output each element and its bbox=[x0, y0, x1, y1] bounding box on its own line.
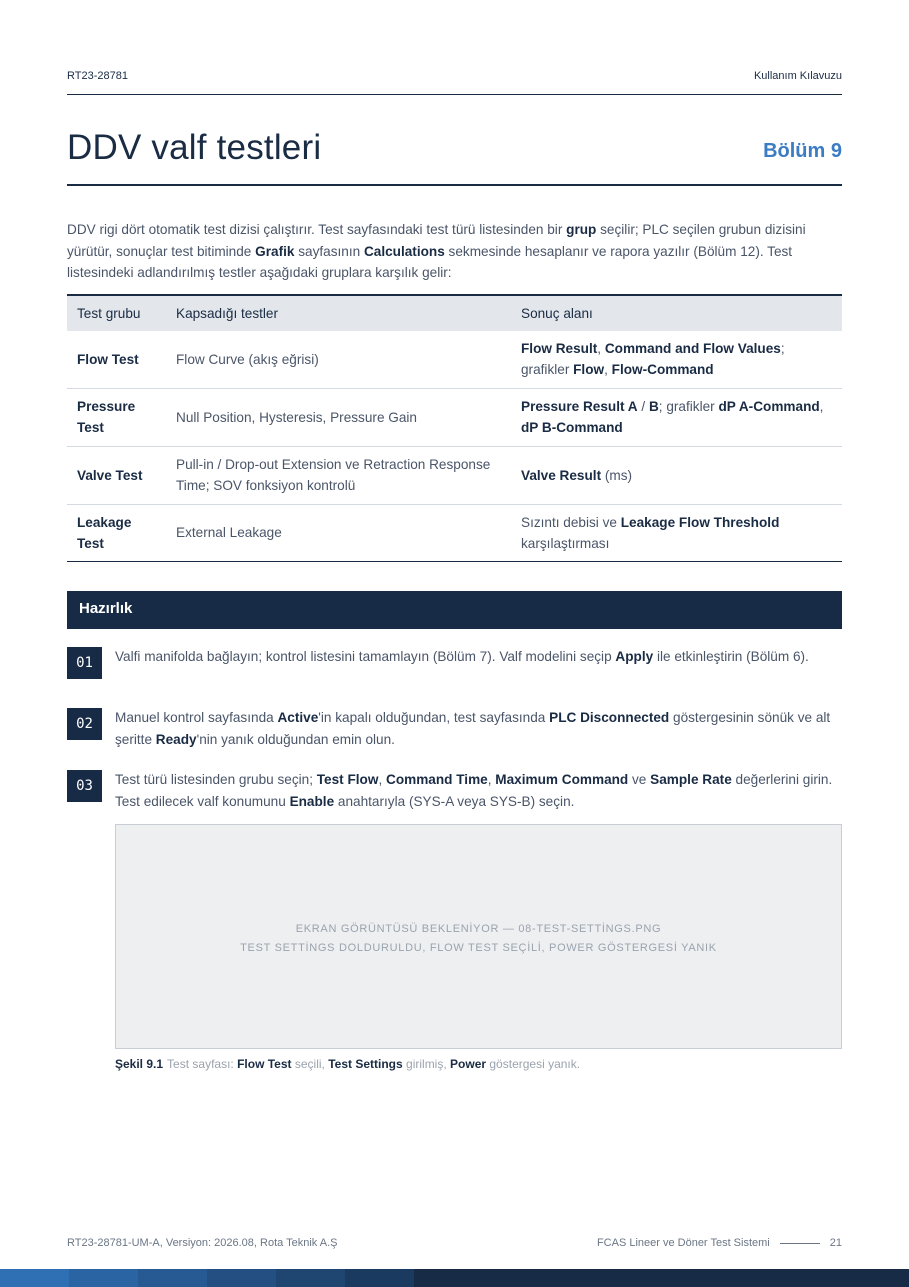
column-header-result: Sonuç alanı bbox=[521, 306, 593, 321]
footer-product: FCAS Lineer ve Döner Test Sistemi bbox=[596, 1237, 770, 1249]
stripe-segment bbox=[0, 1269, 69, 1287]
figure-caption: Şekil 9.1 Test sayfası: Flow Test seçili, Test Settings girilmiş, Power göstergesi yanık. bbox=[115, 1057, 581, 1071]
doc-code: RT23-28781 bbox=[67, 70, 128, 82]
result-cell: Sızıntı debisi ve Leakage Flow Threshold karşılaştırması bbox=[511, 504, 842, 561]
column-header-group: Test grubu bbox=[77, 306, 141, 321]
screenshot-placeholder bbox=[115, 824, 842, 1049]
covers-cell: Flow Curve (akış eğrisi) bbox=[166, 331, 511, 388]
step-number: 03 bbox=[67, 770, 102, 802]
covers-cell: Pull-in / Drop-out Extension ve Retraction Response Time; SOV fonksiyon kontrolü bbox=[166, 446, 511, 504]
stripe-segment bbox=[414, 1269, 909, 1287]
table-row bbox=[67, 331, 842, 388]
footer-doc-info: RT23-28781-UM-A, Versiyon: 2026.08, Rota Teknik A.Ş bbox=[67, 1237, 338, 1249]
covers-cell: External Leakage bbox=[166, 504, 511, 561]
table-row bbox=[67, 388, 842, 446]
running-header bbox=[67, 70, 842, 95]
group-cell: Flow Test bbox=[67, 331, 166, 388]
stripe-segment bbox=[345, 1269, 414, 1287]
result-cell: Valve Result (ms) bbox=[511, 446, 842, 504]
group-cell: Leakage Test bbox=[67, 504, 166, 561]
footer-divider bbox=[780, 1243, 820, 1244]
group-cell: Pressure Test bbox=[67, 388, 166, 446]
table-row bbox=[67, 446, 842, 504]
step-text: Manuel kontrol sayfasında Active'in kapalı olduğundan, test sayfasında PLC Disconnected göstergesinin sönük ve alt şeritte Ready'nin yanık olduğundan emin olun. bbox=[115, 710, 831, 747]
table-header-row bbox=[67, 295, 842, 331]
page-number: 21 bbox=[829, 1237, 842, 1249]
stripe-segment bbox=[138, 1269, 207, 1287]
step-number: 02 bbox=[67, 708, 102, 740]
footer-right bbox=[597, 1237, 842, 1249]
step-text: Test türü listesinden grubu seçin; Test Flow, Command Time, Maximum Command ve Sample Rate değerlerini girin. Test edilecek valf konumunu Enable anahtarıyla (SYS-A veya SYS-B) seçin. bbox=[115, 772, 833, 809]
step-number: 01 bbox=[67, 647, 102, 679]
caption-label: Şekil 9.1 bbox=[115, 1057, 164, 1071]
stripe-segment bbox=[276, 1269, 345, 1287]
result-cell: Flow Result, Command and Flow Values; grafikler Flow, Flow-Command bbox=[511, 331, 842, 388]
intro-bold-grafik: Grafik bbox=[255, 243, 295, 259]
test-groups-table bbox=[67, 294, 842, 562]
chapter-label: Bölüm 9 bbox=[763, 140, 842, 162]
stripe-segment bbox=[207, 1269, 276, 1287]
title-block bbox=[67, 124, 842, 186]
page-footer bbox=[67, 1237, 842, 1253]
intro-bold-grup: grup bbox=[566, 222, 597, 237]
doc-type: Kullanım Kılavuzu bbox=[753, 70, 842, 82]
bottom-color-stripe bbox=[0, 1269, 909, 1287]
section-heading-preparation: Hazırlık bbox=[67, 591, 842, 629]
covers-cell: Null Position, Hysteresis, Pressure Gain bbox=[166, 388, 511, 446]
step-text: Valfi manifolda bağlayın; kontrol listesini tamamlayın (Bölüm 7). Valf modelini seçip Apply ile etkinleştirin (Bölüm 6). bbox=[115, 649, 809, 664]
result-cell: Pressure Result A / B; grafikler dP A-Command, dP B-Command bbox=[511, 388, 842, 446]
placeholder-text: EKRAN GÖRÜNTÜSÜ BEKLENİYOR — 08-TEST-SETTİNGS.PNG TEST SETTİNGS DOLDURULDU, FLOW TEST SEÇİLİ, POWER GÖSTERGESİ YANIK bbox=[240, 923, 717, 954]
stripe-segment bbox=[69, 1269, 138, 1287]
intro-bold-calculations: Calculations bbox=[363, 243, 445, 259]
column-header-covers: Kapsadığı testler bbox=[176, 306, 279, 321]
table-row bbox=[67, 504, 842, 561]
intro-paragraph: DDV rigi dört otomatik test dizisi çalıştırır. Test sayfasındaki test türü listesinden bir grup seçilir; PLC seçilen grubun dizisini yürütür, sonuçlar test bitiminde Grafik sayfasının Calculations sekmesinde hesaplanır ve rapora yazılır (Bölüm 12). Test listesindeki adlandırılmış testler aşağıdaki gruplara karşılık gelir: bbox=[67, 222, 806, 280]
group-cell: Valve Test bbox=[67, 446, 166, 504]
page-title: DDV valf testleri bbox=[67, 128, 322, 167]
